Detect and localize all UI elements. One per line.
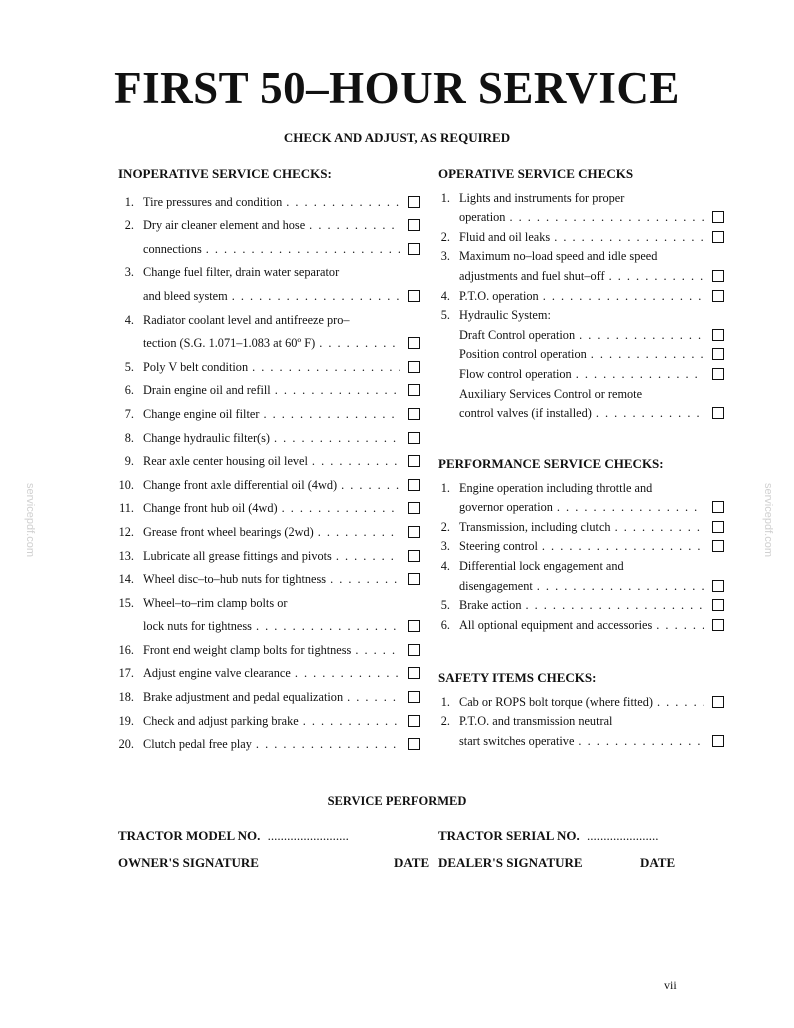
watermark-right: servicepdf.com: [762, 483, 774, 557]
dot-leader: [256, 619, 400, 634]
checkbox[interactable]: [408, 432, 420, 444]
dot-leader: [256, 737, 400, 752]
safety-check-line-number: 2.: [440, 714, 450, 729]
dot-leader: [312, 454, 400, 469]
dot-leader: [347, 690, 400, 705]
inoperative-check-line: [118, 611, 420, 635]
inoperative-check-line-number: 17.: [118, 666, 134, 681]
checkbox[interactable]: [408, 550, 420, 562]
inoperative-check-line-text: and bleed system: [143, 288, 228, 303]
tractor-serial-line: [438, 828, 658, 844]
checkbox[interactable]: [712, 540, 724, 552]
inoperative-checks-heading: INOPERATIVE SERVICE CHECKS:: [118, 166, 332, 181]
dot-leader: [557, 500, 704, 515]
safety-check-line: [438, 710, 724, 730]
checkbox[interactable]: [712, 735, 724, 747]
inoperative-check-line-text: Change hydraulic filter(s): [143, 430, 271, 445]
dot-leader: [336, 549, 400, 564]
checkbox[interactable]: [408, 667, 420, 679]
performance-check-line: [438, 496, 724, 516]
inoperative-check-line: [118, 304, 420, 328]
dot-leader: [609, 269, 704, 284]
dot-leader: [275, 383, 400, 398]
performance-check-line-text: Steering control: [459, 539, 538, 554]
checkbox[interactable]: [408, 691, 420, 703]
performance-check-line: [438, 574, 724, 594]
inoperative-check-line-number: 8.: [124, 430, 134, 445]
inoperative-check-line-number: 13.: [118, 548, 134, 563]
inoperative-check-line: [118, 587, 420, 611]
operative-check-line-text: operation: [459, 210, 506, 225]
operative-check-line-text: Flow control operation: [459, 366, 572, 381]
inoperative-check-line: [118, 564, 420, 588]
safety-checks-heading: SAFETY ITEMS CHECKS:: [438, 670, 597, 685]
inoperative-check-line-number: 12.: [118, 524, 134, 539]
watermark-left: servicepdf.com: [24, 483, 36, 557]
operative-check-line: [438, 206, 724, 226]
checkbox[interactable]: [408, 620, 420, 632]
inoperative-check-line-text: Lubricate all grease fittings and pivots: [143, 548, 332, 563]
dot-leader: [576, 367, 704, 382]
safety-check-line: [438, 690, 724, 710]
inoperative-check-line: [118, 446, 420, 470]
inoperative-check-line-number: 7.: [124, 406, 134, 421]
inoperative-check-line: [118, 422, 420, 446]
safety-check-line-number: 1.: [440, 694, 450, 709]
dot-leader: [615, 520, 704, 535]
performance-check-line-text: disengagement: [459, 578, 533, 593]
inoperative-check-line-text: Clutch pedal free play: [143, 737, 252, 752]
safety-checks-column: [438, 670, 724, 749]
dot-leader: [286, 195, 400, 210]
checkbox[interactable]: [712, 348, 724, 360]
checkbox[interactable]: [712, 290, 724, 302]
operative-check-line-text: Position control operation: [459, 347, 587, 362]
dealer-signature-label: DEALER'S SIGNATURE: [438, 855, 583, 870]
dot-leader: [591, 347, 704, 362]
dot-leader: [525, 598, 704, 613]
dot-leader: [554, 230, 704, 245]
checkbox[interactable]: [408, 526, 420, 538]
dot-leader: [355, 643, 400, 658]
dot-leader: [542, 539, 704, 554]
inoperative-check-line-text: Drain engine oil and refill: [143, 383, 271, 398]
operative-check-line-text: control valves (if installed): [459, 406, 592, 421]
inoperative-check-line-text: connections: [143, 241, 202, 256]
inoperative-check-line-text: Rear axle center housing oil level: [143, 454, 308, 469]
operative-checks-list: [438, 186, 724, 421]
operative-checks-column: [438, 166, 724, 421]
inoperative-check-line: [118, 375, 420, 399]
checkbox[interactable]: [712, 580, 724, 592]
dot-leader: [537, 579, 704, 594]
dot-leader: [579, 328, 704, 343]
inoperative-check-line-text: Dry air cleaner element and hose: [143, 218, 306, 233]
operative-check-line: [438, 264, 724, 284]
inoperative-check-line-number: 5.: [124, 359, 134, 374]
checkbox[interactable]: [408, 196, 420, 208]
operative-check-line-number: 2.: [440, 229, 450, 244]
tractor-model-field[interactable]: .........................: [267, 828, 349, 843]
tractor-serial-field[interactable]: ......................: [586, 828, 659, 843]
dot-leader: [206, 242, 400, 257]
tractor-model-label: TRACTOR MODEL NO.: [118, 828, 261, 843]
operative-check-line: [438, 402, 724, 422]
performance-checks-column: [438, 456, 724, 633]
performance-check-line-text: Brake action: [459, 598, 522, 613]
inoperative-check-line-text: Poly V belt condition: [143, 359, 249, 374]
inoperative-check-line-number: 20.: [118, 737, 134, 752]
inoperative-check-line: [118, 328, 420, 352]
dot-leader: [309, 218, 400, 233]
operative-check-line-text: adjustments and fuel shut–off: [459, 268, 605, 283]
checkbox[interactable]: [712, 501, 724, 513]
checkbox[interactable]: [408, 738, 420, 750]
owner-date-label: DATE: [394, 855, 430, 870]
dot-leader: [295, 666, 400, 681]
dot-leader: [252, 360, 400, 375]
page-title: FIRST 50–HOUR SERVICE: [114, 63, 680, 113]
inoperative-check-line-text: Grease front wheel bearings (2wd): [143, 524, 314, 539]
checkbox[interactable]: [408, 243, 420, 255]
performance-check-line-number: 4.: [440, 558, 450, 573]
checkbox[interactable]: [408, 290, 420, 302]
inoperative-check-line-text: Tire pressures and condition: [143, 194, 283, 209]
inoperative-check-line: [118, 351, 420, 375]
inoperative-check-line-number: 1.: [124, 194, 134, 209]
performance-checks-heading: PERFORMANCE SERVICE CHECKS:: [438, 456, 664, 471]
operative-check-line: [438, 382, 724, 402]
safety-checks-list: [438, 690, 724, 749]
inoperative-check-line-text: Wheel disc–to–hub nuts for tightness: [143, 572, 327, 587]
checkbox[interactable]: [408, 479, 420, 491]
inoperative-check-line-text: Adjust engine valve clearance: [143, 666, 291, 681]
checkbox[interactable]: [712, 231, 724, 243]
checkbox[interactable]: [408, 644, 420, 656]
inoperative-check-line-number: 18.: [118, 690, 134, 705]
operative-check-line-text: Lights and instruments for proper: [459, 190, 625, 205]
inoperative-check-line: [118, 398, 420, 422]
inoperative-check-line: [118, 729, 420, 753]
inoperative-checks-column: [118, 166, 420, 752]
operative-check-line-number: 4.: [440, 288, 450, 303]
dot-leader: [330, 572, 400, 587]
service-performed-heading: SERVICE PERFORMED: [327, 794, 467, 808]
operative-check-line: [438, 304, 724, 324]
performance-check-line-number: 2.: [440, 519, 450, 534]
checkbox[interactable]: [408, 715, 420, 727]
dot-leader: [318, 525, 400, 540]
dot-leader: [341, 478, 400, 493]
operative-check-line-number: 5.: [440, 308, 450, 323]
checkbox[interactable]: [712, 368, 724, 380]
inoperative-check-line-text: Brake adjustment and pedal equalization: [143, 690, 344, 705]
dot-leader: [319, 336, 400, 351]
inoperative-check-line-text: Change front axle differential oil (4wd): [143, 477, 338, 492]
performance-check-line: [438, 554, 724, 574]
performance-checks-list: [438, 476, 724, 633]
checkbox[interactable]: [408, 219, 420, 231]
inoperative-check-line: [118, 540, 420, 564]
operative-check-line-text: P.T.O. operation: [459, 288, 539, 303]
inoperative-check-line-text: Wheel–to–rim clamp bolts or: [143, 595, 288, 610]
operative-check-line: [438, 186, 724, 206]
checkbox[interactable]: [408, 384, 420, 396]
inoperative-check-line-number: 14.: [118, 572, 134, 587]
performance-check-line-text: Differential lock engagement and: [459, 558, 624, 573]
performance-check-line: [438, 476, 724, 496]
inoperative-check-line-text: Front end weight clamp bolts for tightness: [143, 642, 352, 657]
checkbox[interactable]: [408, 573, 420, 585]
owner-signature-label: OWNER'S SIGNATURE: [118, 855, 259, 870]
inoperative-check-line-number: 4.: [124, 312, 134, 327]
performance-check-line: [438, 535, 724, 555]
operative-check-line-text: Auxiliary Services Control or remote: [459, 386, 643, 401]
inoperative-check-line-number: 6.: [124, 383, 134, 398]
inoperative-check-line: [118, 257, 420, 281]
operative-check-line: [438, 362, 724, 382]
inoperative-check-line-text: Change fuel filter, drain water separator: [143, 265, 340, 280]
inoperative-check-line: [118, 210, 420, 234]
dot-leader: [232, 289, 400, 304]
checkbox[interactable]: [712, 599, 724, 611]
operative-check-line: [438, 245, 724, 265]
operative-check-line: [438, 343, 724, 363]
checkbox[interactable]: [408, 337, 420, 349]
inoperative-checks-list: [118, 186, 420, 752]
dot-leader: [263, 407, 400, 422]
checkbox[interactable]: [712, 407, 724, 419]
performance-check-line: [438, 613, 724, 633]
performance-check-line-text: Engine operation including throttle and: [459, 480, 653, 495]
inoperative-check-line-text: Change engine oil filter: [143, 406, 260, 421]
inoperative-check-line-number: 2.: [124, 218, 134, 233]
dot-leader: [543, 289, 704, 304]
safety-check-line-text: Cab or ROPS bolt torque (where fitted): [459, 694, 653, 709]
checkbox[interactable]: [712, 270, 724, 282]
inoperative-check-line: [118, 493, 420, 517]
operative-check-line-number: 1.: [440, 190, 450, 205]
operative-checks-heading: OPERATIVE SERVICE CHECKS: [438, 166, 634, 181]
checkbox[interactable]: [712, 211, 724, 223]
checkbox[interactable]: [408, 361, 420, 373]
inoperative-check-line-text: Check and adjust parking brake: [143, 713, 299, 728]
operative-check-line: [438, 284, 724, 304]
inoperative-check-line-number: 19.: [118, 713, 134, 728]
dot-leader: [274, 431, 400, 446]
inoperative-check-line-text: Change front hub oil (4wd): [143, 501, 278, 516]
inoperative-check-line-number: 16.: [118, 642, 134, 657]
inoperative-check-line: [118, 705, 420, 729]
checkbox[interactable]: [408, 502, 420, 514]
dot-leader: [578, 734, 704, 749]
inoperative-check-line-number: 9.: [124, 454, 134, 469]
operative-check-line-text: Hydraulic System:: [459, 308, 551, 323]
dot-leader: [509, 210, 704, 225]
tractor-model-line: [118, 828, 349, 844]
dot-leader: [657, 695, 704, 710]
inoperative-check-line-number: 15.: [118, 595, 134, 610]
dot-leader: [656, 618, 704, 633]
dot-leader: [596, 406, 704, 421]
page-number: vii: [664, 978, 677, 992]
checkbox[interactable]: [712, 329, 724, 341]
operative-check-line: [438, 323, 724, 343]
tractor-serial-label: TRACTOR SERIAL NO.: [438, 828, 580, 843]
page-subtitle: CHECK AND ADJUST, AS REQUIRED: [283, 130, 511, 145]
safety-check-line-text: P.T.O. and transmission neutral: [459, 714, 613, 729]
performance-check-line: [438, 594, 724, 614]
performance-check-line-text: Transmission, including clutch: [459, 519, 611, 534]
inoperative-check-line: [118, 516, 420, 540]
performance-check-line-number: 5.: [440, 598, 450, 613]
inoperative-check-line-number: 3.: [124, 265, 134, 280]
checkbox[interactable]: [408, 408, 420, 420]
performance-check-line-text: All optional equipment and accessories: [459, 617, 653, 632]
inoperative-check-line: [118, 233, 420, 257]
safety-check-line-text: start switches operative: [459, 733, 575, 748]
performance-check-line-number: 6.: [440, 617, 450, 632]
operative-check-line-text: Maximum no–load speed and idle speed: [459, 249, 658, 264]
inoperative-check-line: [118, 280, 420, 304]
operative-check-line-number: 3.: [440, 249, 450, 264]
performance-check-line-number: 1.: [440, 480, 450, 495]
operative-check-line: [438, 225, 724, 245]
inoperative-check-line: [118, 658, 420, 682]
inoperative-check-line: [118, 681, 420, 705]
operative-check-line-text: Fluid and oil leaks: [459, 229, 551, 244]
inoperative-check-line: [118, 469, 420, 493]
dealer-date-label: DATE: [640, 855, 676, 870]
inoperative-check-line: [118, 634, 420, 658]
dot-leader: [282, 501, 400, 516]
inoperative-check-line-text: lock nuts for tightness: [143, 619, 252, 634]
checkbox[interactable]: [712, 696, 724, 708]
inoperative-check-line-text: Radiator coolant level and antifreeze pro–: [143, 312, 350, 327]
dot-leader: [303, 714, 400, 729]
safety-check-line: [438, 729, 724, 749]
performance-check-line-text: governor operation: [459, 500, 553, 515]
performance-check-line-number: 3.: [440, 539, 450, 554]
checkbox[interactable]: [408, 455, 420, 467]
performance-check-line: [438, 515, 724, 535]
checkbox[interactable]: [712, 521, 724, 533]
checkbox[interactable]: [712, 619, 724, 631]
inoperative-check-line: [118, 186, 420, 210]
inoperative-check-line-number: 10.: [118, 477, 134, 492]
inoperative-check-line-text: tection (S.G. 1.071–1.083 at 60º F): [143, 336, 316, 351]
operative-check-line-text: Draft Control operation: [459, 327, 576, 342]
inoperative-check-line-number: 11.: [119, 501, 134, 516]
